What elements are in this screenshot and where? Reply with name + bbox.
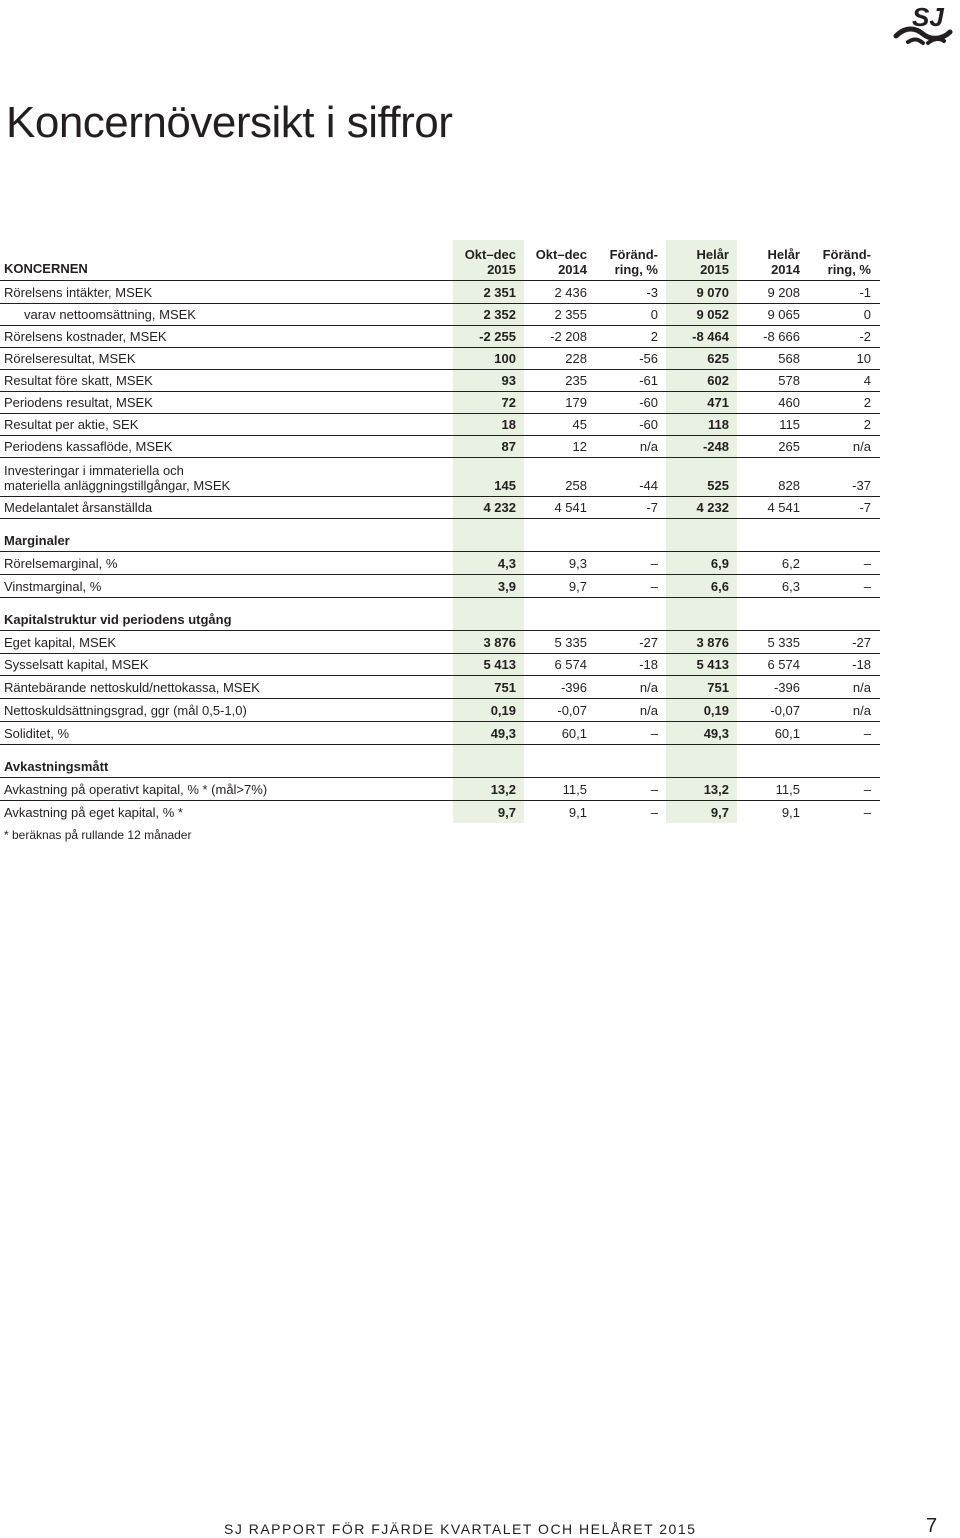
cell: -37 — [852, 478, 871, 493]
cell: -60 — [639, 395, 658, 410]
cell: 4 541 — [554, 500, 587, 515]
cell: 2 352 — [483, 307, 516, 322]
footnote: * beräknas på rullande 12 månader — [4, 828, 192, 842]
cell: 45 — [572, 417, 587, 432]
cell: 5 335 — [767, 635, 800, 650]
cell: -56 — [639, 351, 658, 366]
cell: 578 — [778, 373, 800, 388]
cell: – — [863, 556, 871, 571]
cell: -396 — [560, 680, 587, 695]
cell: 118 — [708, 417, 729, 432]
row-label: Rörelsemarginal, % — [4, 556, 118, 571]
cell: n/a — [852, 703, 871, 718]
row-label: Medelantalet årsanställda — [4, 500, 153, 515]
cell: -0,07 — [557, 703, 587, 718]
table-row — [0, 326, 880, 348]
cell: 9,7 — [568, 579, 587, 594]
row-label: Rörelsens intäkter, MSEK — [4, 285, 153, 300]
cell: 9,1 — [781, 805, 800, 820]
cell: 13,2 — [703, 782, 729, 797]
page-number: 7 — [926, 1515, 938, 1537]
col-header-okt-dec-2015: Okt–dec 2015 — [464, 247, 516, 277]
table-row — [0, 348, 880, 370]
cell: 9 052 — [696, 307, 729, 322]
row-label: Resultat per aktie, SEK — [4, 417, 139, 432]
section-title: Avkastningsmått — [4, 759, 109, 774]
row-label: Investeringar i immateriella och materiella anläggningstillgångar, MSEK — [4, 463, 231, 493]
row-label: Vinstmarginal, % — [4, 579, 102, 594]
financial-table — [0, 240, 880, 823]
table-row — [0, 654, 880, 676]
cell: n/a — [852, 680, 871, 695]
cell: – — [863, 579, 871, 594]
table-row — [0, 778, 880, 801]
table-row — [0, 370, 880, 392]
cell: 4,3 — [497, 556, 516, 571]
cell: 525 — [707, 478, 729, 493]
cell: – — [863, 805, 871, 820]
section-title: Kapitalstruktur vid periodens utgång — [4, 612, 232, 627]
cell: -60 — [639, 417, 658, 432]
cell: -1 — [859, 285, 871, 300]
section-header-avkastningsmatt — [0, 745, 880, 778]
cell: -8 666 — [763, 329, 800, 344]
cell: – — [863, 782, 871, 797]
cell: 49,3 — [490, 726, 516, 741]
cell: -0,07 — [770, 703, 800, 718]
row-label: Avkastning på eget kapital, % * — [4, 805, 183, 820]
cell: 2 — [863, 395, 871, 410]
cell: 2 355 — [554, 307, 587, 322]
cell: 2 — [650, 329, 658, 344]
table-row — [0, 722, 880, 745]
col-header-helar-2015: Helår 2015 — [696, 247, 729, 277]
row-label: Periodens resultat, MSEK — [4, 395, 153, 410]
cell: -8 464 — [692, 329, 729, 344]
table-row — [0, 552, 880, 575]
cell: 5 335 — [554, 635, 587, 650]
table-row — [0, 699, 880, 722]
cell: 2 436 — [554, 285, 587, 300]
cell: 115 — [779, 417, 800, 432]
cell: 3 876 — [696, 635, 729, 650]
table-row — [0, 631, 880, 654]
cell: 6 574 — [554, 657, 587, 672]
cell: 625 — [707, 351, 729, 366]
cell: n/a — [639, 439, 658, 454]
row-label: varav nettoomsättning, MSEK — [24, 307, 196, 322]
cell: 9 070 — [696, 285, 729, 300]
cell: 258 — [565, 478, 587, 493]
cell: 9,7 — [710, 805, 729, 820]
cell: 6,6 — [710, 579, 729, 594]
cell: 87 — [501, 439, 516, 454]
table-row — [0, 281, 880, 304]
cell: 9 065 — [767, 307, 800, 322]
table-row — [0, 392, 880, 414]
row-label: Resultat före skatt, MSEK — [4, 373, 153, 388]
table-row — [0, 801, 880, 823]
cell: 5 413 — [696, 657, 729, 672]
col-header-helar-2014: Helår 2014 — [767, 247, 800, 277]
row-label: Sysselsatt kapital, MSEK — [4, 657, 149, 672]
cell: 751 — [494, 680, 516, 695]
cell: -2 — [859, 329, 871, 344]
cell: 568 — [778, 351, 800, 366]
cell: 751 — [707, 680, 729, 695]
col-header-forandring-y: Föränd- ring, % — [822, 247, 871, 277]
row-label: Nettoskuldsättningsgrad, ggr (mål 0,5-1,0) — [4, 703, 247, 718]
cell: -2 255 — [479, 329, 516, 344]
cell: -61 — [639, 373, 658, 388]
cell: 2 — [863, 417, 871, 432]
cell: 13,2 — [490, 782, 516, 797]
cell: 0,19 — [490, 703, 516, 718]
cell: 12 — [572, 439, 587, 454]
cell: 0 — [650, 307, 658, 322]
cell: – — [650, 726, 658, 741]
cell: 2 351 — [483, 285, 516, 300]
cell: 9 208 — [767, 285, 800, 300]
cell: 72 — [501, 395, 516, 410]
section-title: Marginaler — [4, 533, 70, 548]
row-label: Eget kapital, MSEK — [4, 635, 116, 650]
cell: -396 — [773, 680, 800, 695]
table-row — [0, 497, 880, 519]
cell: 60,1 — [774, 726, 800, 741]
table-row — [0, 304, 880, 326]
table-row — [0, 414, 880, 436]
cell: 4 541 — [767, 500, 800, 515]
cell: 4 232 — [696, 500, 729, 515]
cell: 235 — [565, 373, 587, 388]
cell: 11,5 — [562, 782, 587, 797]
table-row — [0, 436, 880, 458]
cell: 10 — [856, 351, 871, 366]
section-header-marginaler — [0, 519, 880, 552]
cell: 4 — [863, 373, 871, 388]
cell: n/a — [639, 680, 658, 695]
cell: 6 574 — [767, 657, 800, 672]
footer-text: SJ RAPPORT FÖR FJÄRDE KVARTALET OCH HELÅRET 2015 — [224, 1521, 697, 1537]
cell: -7 — [646, 500, 658, 515]
cell: 460 — [778, 395, 800, 410]
row-label: Avkastning på operativt kapital, % * (mål>7%) — [4, 782, 268, 797]
sj-logo — [890, 2, 956, 50]
table-header — [0, 240, 880, 281]
cell: -18 — [639, 657, 658, 672]
cell: -44 — [639, 478, 658, 493]
page-title: Koncernöversikt i siffror — [6, 98, 453, 147]
cell: 228 — [565, 351, 587, 366]
cell: -27 — [852, 635, 871, 650]
cell: 471 — [707, 395, 729, 410]
row-label: Soliditet, % — [4, 726, 70, 741]
cell: 60,1 — [561, 726, 587, 741]
cell: -7 — [859, 500, 871, 515]
section-header-kapitalstruktur — [0, 598, 880, 631]
cell: 5 413 — [483, 657, 516, 672]
cell: 6,2 — [781, 556, 800, 571]
cell: – — [650, 805, 658, 820]
table-row — [0, 575, 880, 598]
cell: -27 — [639, 635, 658, 650]
cell: 9,7 — [497, 805, 516, 820]
cell: 49,3 — [703, 726, 729, 741]
cell: 602 — [707, 373, 729, 388]
col-header-okt-dec-2014: Okt–dec 2014 — [535, 247, 587, 277]
row-label: Periodens kassaflöde, MSEK — [4, 439, 173, 454]
cell: 9,1 — [568, 805, 587, 820]
cell: 0 — [863, 307, 871, 322]
cell: 6,3 — [781, 579, 800, 594]
row-label: Rörelseresultat, MSEK — [4, 351, 136, 366]
cell: n/a — [639, 703, 658, 718]
cell: 4 232 — [483, 500, 516, 515]
cell: -18 — [852, 657, 871, 672]
cell: 3,9 — [497, 579, 516, 594]
cell: 93 — [501, 373, 516, 388]
cell: -248 — [702, 439, 729, 454]
cell: 11,5 — [775, 782, 800, 797]
col-header-forandring-q: Föränd- ring, % — [609, 247, 658, 277]
cell: 0,19 — [703, 703, 729, 718]
cell: – — [863, 726, 871, 741]
cell: – — [650, 782, 658, 797]
cell: n/a — [852, 439, 871, 454]
cell: 3 876 — [483, 635, 516, 650]
cell: -2 208 — [550, 329, 587, 344]
cell: – — [650, 579, 658, 594]
cell: -3 — [646, 285, 658, 300]
cell: 100 — [494, 351, 516, 366]
cell: 9,3 — [568, 556, 587, 571]
cell: 828 — [778, 478, 800, 493]
cell: 265 — [778, 439, 800, 454]
cell: 179 — [565, 395, 587, 410]
cell: 6,9 — [710, 556, 729, 571]
cell: – — [650, 556, 658, 571]
cell: 18 — [501, 417, 516, 432]
table-row — [0, 458, 880, 497]
sj-logo-text: SJ — [912, 2, 944, 32]
cell: 145 — [494, 478, 516, 493]
row-label: Räntebärande nettoskuld/nettokassa, MSEK — [4, 680, 260, 695]
table-label: KONCERNEN — [4, 261, 88, 276]
row-label: Rörelsens kostnader, MSEK — [4, 329, 167, 344]
table-row — [0, 676, 880, 699]
